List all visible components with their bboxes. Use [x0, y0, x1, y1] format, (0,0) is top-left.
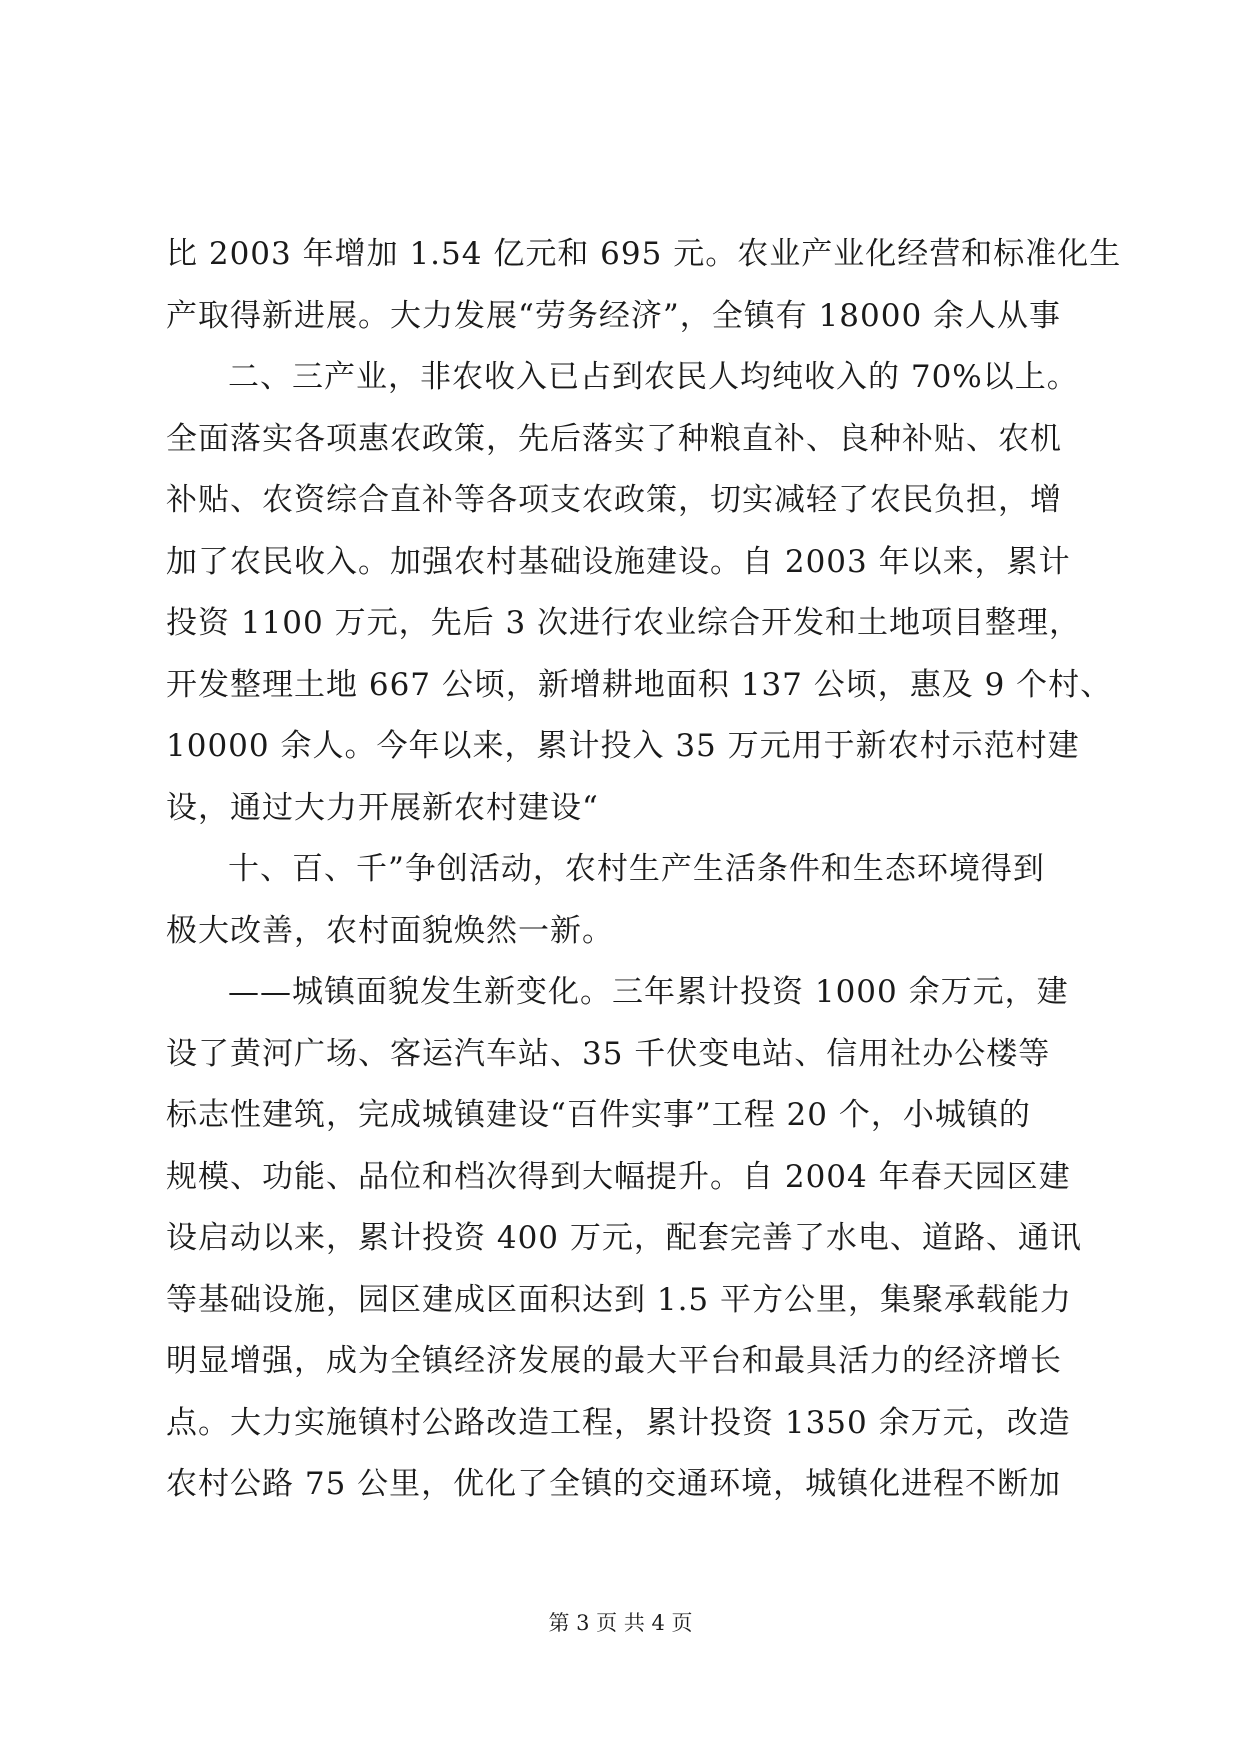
text-line: 设，通过大力开展新农村建设“: [166, 789, 599, 826]
text-line: 农村公路 75 公里，优化了全镇的交通环境，城镇化进程不断加: [166, 1466, 1062, 1502]
body-text: [166, 224, 1122, 1516]
text-line: 全面落实各项惠农政策，先后落实了种粮直补、良种补贴、农机: [166, 420, 1062, 457]
text-line: 补贴、农资综合直补等各项支农政策，切实减轻了农民负担，增: [166, 482, 1062, 518]
text-line: 加了农民收入。加强农村基础设施建设。自 2003 年以来，累计: [166, 543, 1071, 580]
text-line: 规模、功能、品位和档次得到大幅提升。自 2004 年春天园区建: [166, 1158, 1071, 1195]
text-line: 标志性建筑，完成城镇建设“百件实事”工程 20 个，小城镇的: [166, 1097, 1031, 1133]
text-line: 十、百、千”争创活动，农村生产生活条件和生态环境得到: [228, 851, 1045, 887]
text-line: 比 2003 年增加 1.54 亿元和 695 元。农业产业化经营和标准化生: [166, 236, 1122, 272]
text-line: 设了黄河广场、客运汽车站、35 千伏变电站、信用社办公楼等: [166, 1035, 1051, 1072]
text-line: 极大改善，农村面貌焕然一新。: [166, 912, 614, 949]
text-line: 设启动以来，累计投资 400 万元，配套完善了水电、道路、通讯: [166, 1220, 1082, 1256]
text-line: 明显增强，成为全镇经济发展的最大平台和最具活力的经济增长: [166, 1343, 1062, 1379]
text-line: 10000 余人。今年以来，累计投入 35 万元用于新农村示范村建: [166, 728, 1080, 764]
text-line: 等基础设施，园区建成区面积达到 1.5 平方公里，集聚承载能力: [166, 1281, 1073, 1318]
text-line: 点。大力实施镇村公路改造工程，累计投资 1350 余万元，改造: [166, 1404, 1071, 1441]
text-line: 二、三产业，非农收入已占到农民人均纯收入的 70%以上。: [228, 359, 1079, 395]
text-line: 投资 1100 万元，先后 3 次进行农业综合开发和土地项目整理，: [166, 605, 1082, 641]
page-number-footer: 第 3 页 共 4 页: [548, 1611, 693, 1635]
text-line: ——城镇面貌发生新变化。三年累计投资 1000 余万元，建: [228, 974, 1069, 1010]
text-line: 开发整理土地 667 公顷，新增耕地面积 137 公顷，惠及 9 个村、: [166, 666, 1113, 703]
text-line: 产取得新进展。大力发展“劳务经济”，全镇有 18000 余人从事: [166, 297, 1062, 334]
